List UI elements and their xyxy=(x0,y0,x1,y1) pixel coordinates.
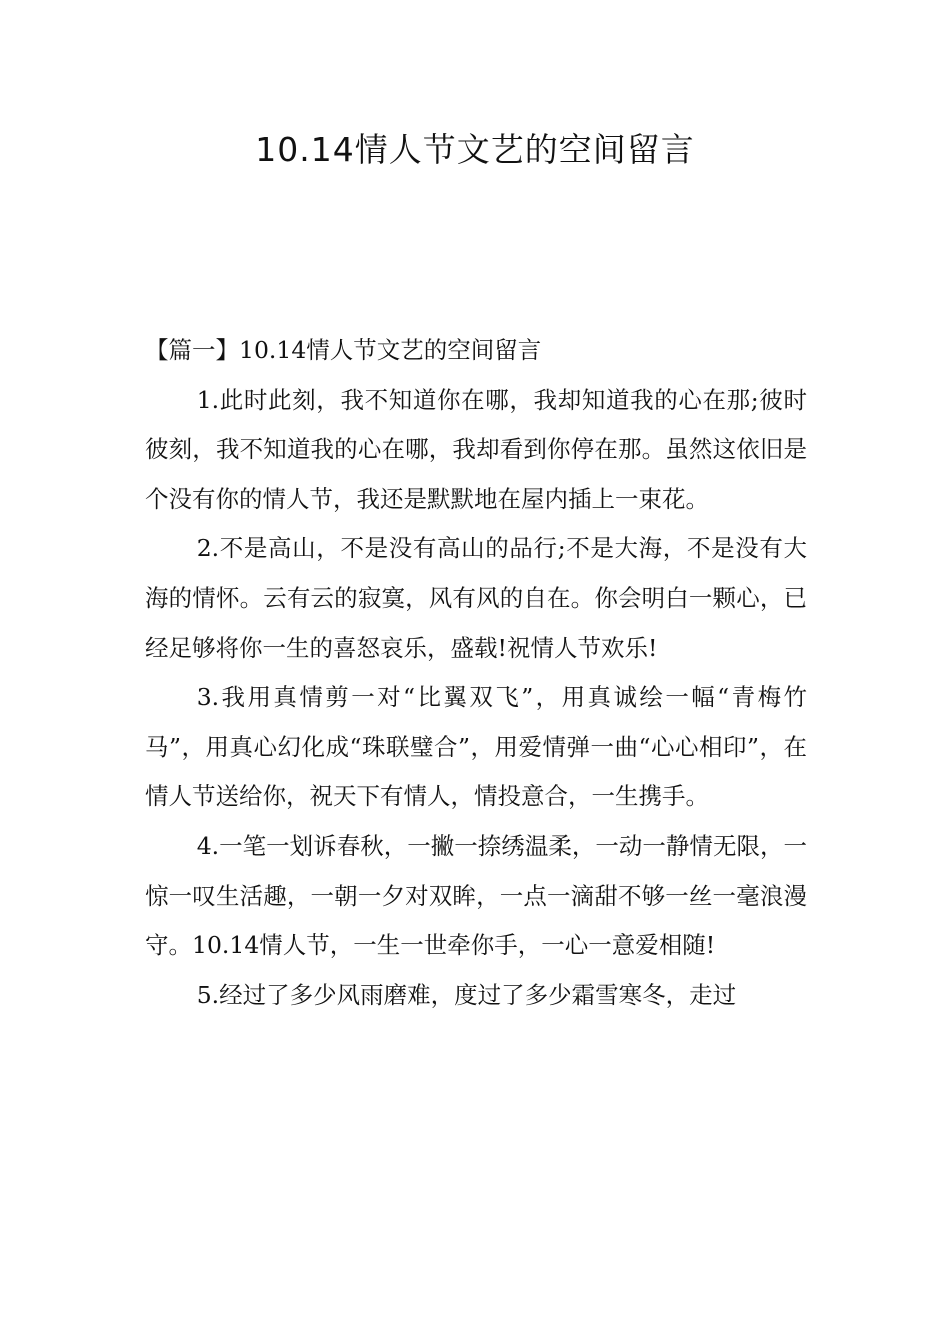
paragraph-2: 2.不是高山，不是没有高山的品行;不是大海，不是没有大海的情怀。云有云的寂寞，风有风的自在。你会明白一颗心，已经足够将你一生的喜怒哀乐，盛载!祝情人节欢乐! xyxy=(145,534,807,662)
section-heading: 【篇一】10.14情人节文艺的空间留言 xyxy=(145,336,542,364)
paragraph-5: 5.经过了多少风雨磨难，度过了多少霜雪寒冬，走过 xyxy=(196,980,737,1009)
document-title: 10.14情人节文艺的空间留言 xyxy=(255,130,695,169)
document-body xyxy=(145,326,807,1020)
paragraph-3: 3.我用真情剪一对“比翼双飞”，用真诚绘一幅“青梅竹马”，用真心幻化成“珠联璧合”，用爱情弹一曲“心心相印”，在情人节送给你，祝天下有情人，情投意合，一生携手。 xyxy=(145,683,807,811)
paragraph-1: 1.此时此刻，我不知道你在哪，我却知道我的心在那;彼时彼刻，我不知道我的心在哪，我却看到你停在那。虽然这依旧是个没有你的情人节，我还是默默地在屋内插上一束花。 xyxy=(145,385,807,513)
paragraph-4: 4.一笔一划诉春秋，一撇一捺绣温柔，一动一静情无限，一惊一叹生活趣，一朝一夕对双眸，一点一滴甜不够一丝一毫浪漫守。10.14情人节，一生一世牵你手，一心一意爱相随! xyxy=(145,831,807,960)
